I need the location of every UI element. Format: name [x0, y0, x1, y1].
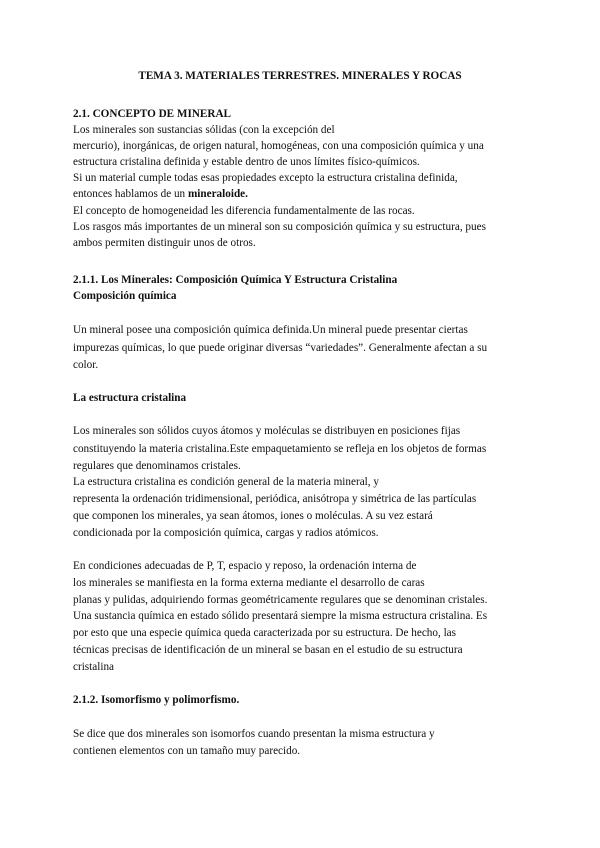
paragraph-line: regulares que denominamos cristales.: [73, 460, 241, 472]
paragraph-line: Los minerales son sólidos cuyos átomos y moléculas se distribuyen en posiciones fijas: [73, 425, 461, 437]
paragraph-line: Se dice que dos minerales son isomorfos cuando presentan la misma estructura y: [73, 728, 435, 740]
paragraph-line: Si un material cumple todas esas propiedades excepto la estructura cristalina definida,: [73, 172, 458, 184]
paragraph-line: condicionada por la composición química, cargas y radios atómicos.: [73, 527, 379, 539]
paragraph-line: estructura cristalina definida y estable dentro de unos límites físico-químicos.: [73, 156, 420, 168]
section-heading-isomorfismo: 2.1.2. Isomorfismo y polimorfismo.: [73, 694, 240, 706]
paragraph-line: los minerales se manifiesta en la forma externa mediante el desarrollo de caras: [73, 577, 425, 589]
paragraph-line: Un mineral posee una composición química definida.Un mineral puede presentar ciertas: [73, 324, 468, 336]
paragraph-line: por esto que una especie química queda caracterizada por su estructura. De hecho, las: [73, 627, 456, 639]
paragraph-line: color.: [73, 359, 99, 371]
paragraph-line: que componen los minerales, ya sean átomos, iones o moléculas. A su vez estará: [73, 510, 433, 522]
paragraph-line: mercurio), inorgánicas, de origen natural, homogéneas, con una composición química y una: [73, 140, 484, 152]
paragraph-line: representa la ordenación tridimensional, periódica, anisótropa y simétrica de las partículas: [73, 493, 477, 505]
paragraph-line: planas y pulidas, adquiriendo formas geométricamente regulares que se denominan cristales.: [73, 594, 488, 606]
paragraph-line: Una sustancia química en estado sólido presentará siempre la misma estructura cristalina. Es: [73, 610, 488, 622]
paragraph-line: El concepto de homogeneidad les diferencia fundamentalmente de las rocas.: [73, 205, 415, 217]
subheading-estructura: La estructura cristalina: [73, 392, 187, 404]
paragraph-line: La estructura cristalina es condición general de la materia mineral, y: [73, 476, 379, 488]
term-mineraloide: mineraloide.: [187, 188, 248, 200]
paragraph-line: cristalina: [73, 661, 115, 673]
section-heading-concepto-mineral: 2.1. CONCEPTO DE MINERAL: [73, 108, 231, 120]
paragraph-line: constituyendo la materia cristalina.Este empaquetamiento se refleja en los objetos de formas: [73, 443, 487, 455]
paragraph-line: impurezas químicas, lo que puede originar diversas “variedades”. Generalmente afectan a su: [73, 342, 488, 354]
subheading-composicion: Composición química: [73, 290, 177, 302]
paragraph-text: entonces hablamos de un: [73, 188, 188, 200]
document-title: TEMA 3. MATERIALES TERRESTRES. MINERALES Y ROCAS: [138, 70, 462, 82]
paragraph-line: En condiciones adecuadas de P, T, espacio y reposo, la ordenación interna de: [73, 560, 417, 572]
paragraph-line: Los rasgos más importantes de un mineral son su composición química y su estructura, pues: [73, 221, 486, 233]
section-heading-minerales: 2.1.1. Los Minerales: Composición Química Y Estructura Cristalina: [73, 274, 398, 286]
paragraph-line: [73, 186, 248, 202]
paragraph-line: contienen elementos con un tamaño muy parecido.: [73, 745, 301, 757]
paragraph-line: ambos permiten distinguir unos de otros.: [73, 237, 256, 249]
paragraph-line: Los minerales son sustancias sólidas (con la excepción del: [73, 124, 335, 136]
paragraph-line: técnicas precisas de identificación de un mineral se basan en el estudio de su estructura: [73, 644, 463, 656]
